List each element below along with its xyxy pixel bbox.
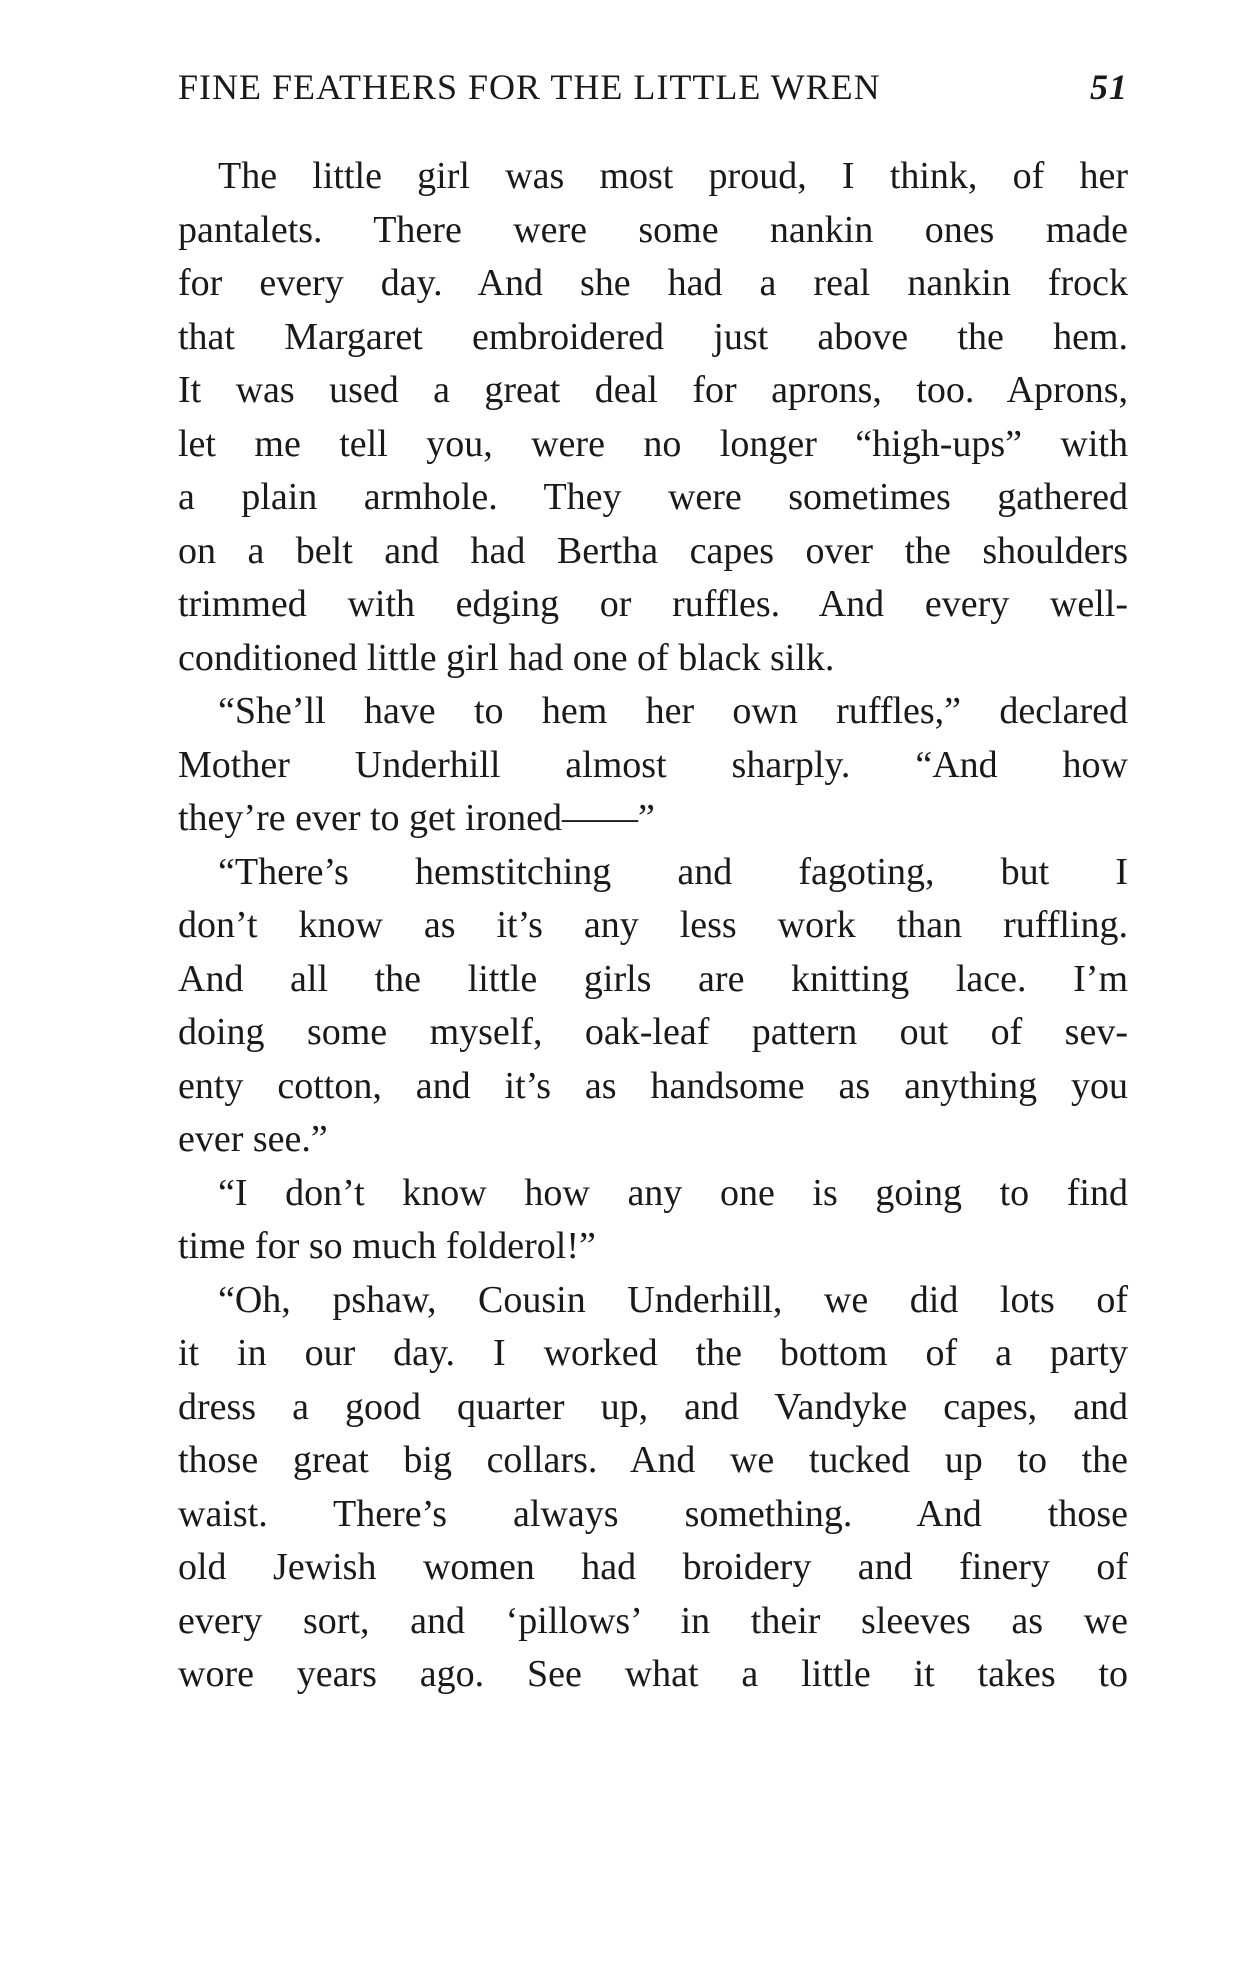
text-line: The little girl was most proud, I think, of her bbox=[218, 155, 1128, 197]
text-line: dress a good quarter up, and Vandyke capes, and bbox=[178, 1385, 1128, 1428]
text-line: for every day. And she had a real nankin frock bbox=[178, 262, 1128, 304]
page-number: 51 bbox=[1090, 67, 1128, 107]
text-line: every sort, and ‘pillows’ in their sleeves as we bbox=[178, 1599, 1128, 1642]
body-text bbox=[178, 150, 1128, 1702]
text-line: that Margaret embroidered just above the hem. bbox=[178, 315, 1128, 358]
text-line: enty cotton, and it’s as handsome as anything you bbox=[178, 1064, 1128, 1107]
text-line: It was used a great deal for aprons, too. Aprons, bbox=[178, 369, 1128, 411]
running-head-title: FINE FEATHERS FOR THE LITTLE WREN bbox=[178, 67, 881, 107]
text-line: time for so much folderol!” bbox=[178, 1225, 596, 1267]
text-line: “She’ll have to hem her own ruffles,” declared bbox=[218, 690, 1128, 732]
text-line: on a belt and had Bertha capes over the shoulders bbox=[178, 529, 1128, 572]
text-line: they’re ever to get ironed——” bbox=[178, 797, 655, 839]
text-line: a plain armhole. They were sometimes gathered bbox=[178, 476, 1128, 518]
text-line: waist. There’s always something. And those bbox=[178, 1492, 1128, 1535]
text-line: doing some myself, oak-leaf pattern out of sev- bbox=[178, 1011, 1128, 1053]
running-head bbox=[178, 62, 1128, 112]
text-line: “I don’t know how any one is going to find bbox=[218, 1171, 1128, 1214]
text-line: “There’s hemstitching and fagoting, but I bbox=[218, 850, 1128, 893]
text-line: don’t know as it’s any less work than ruffling. bbox=[178, 904, 1128, 946]
text-line: conditioned little girl had one of black silk. bbox=[178, 636, 835, 679]
text-line: “Oh, pshaw, Cousin Underhill, we did lots of bbox=[218, 1278, 1128, 1321]
text-line: old Jewish women had broidery and finery of bbox=[178, 1546, 1128, 1588]
text-line: Mother Underhill almost sharply. “And how bbox=[178, 743, 1128, 786]
text-line: it in our day. I worked the bottom of a party bbox=[178, 1332, 1128, 1374]
text-line: those great big collars. And we tucked up to the bbox=[178, 1439, 1128, 1481]
text-line: And all the little girls are knitting lace. I’m bbox=[178, 957, 1128, 1000]
text-line: trimmed with edging or ruffles. And every well- bbox=[178, 583, 1128, 625]
text-line: pantalets. There were some nankin ones made bbox=[178, 208, 1128, 251]
text-line: let me tell you, were no longer “high-ups” with bbox=[178, 422, 1128, 465]
text-line: ever see.” bbox=[178, 1118, 328, 1160]
text-line: wore years ago. See what a little it takes to bbox=[178, 1653, 1128, 1695]
